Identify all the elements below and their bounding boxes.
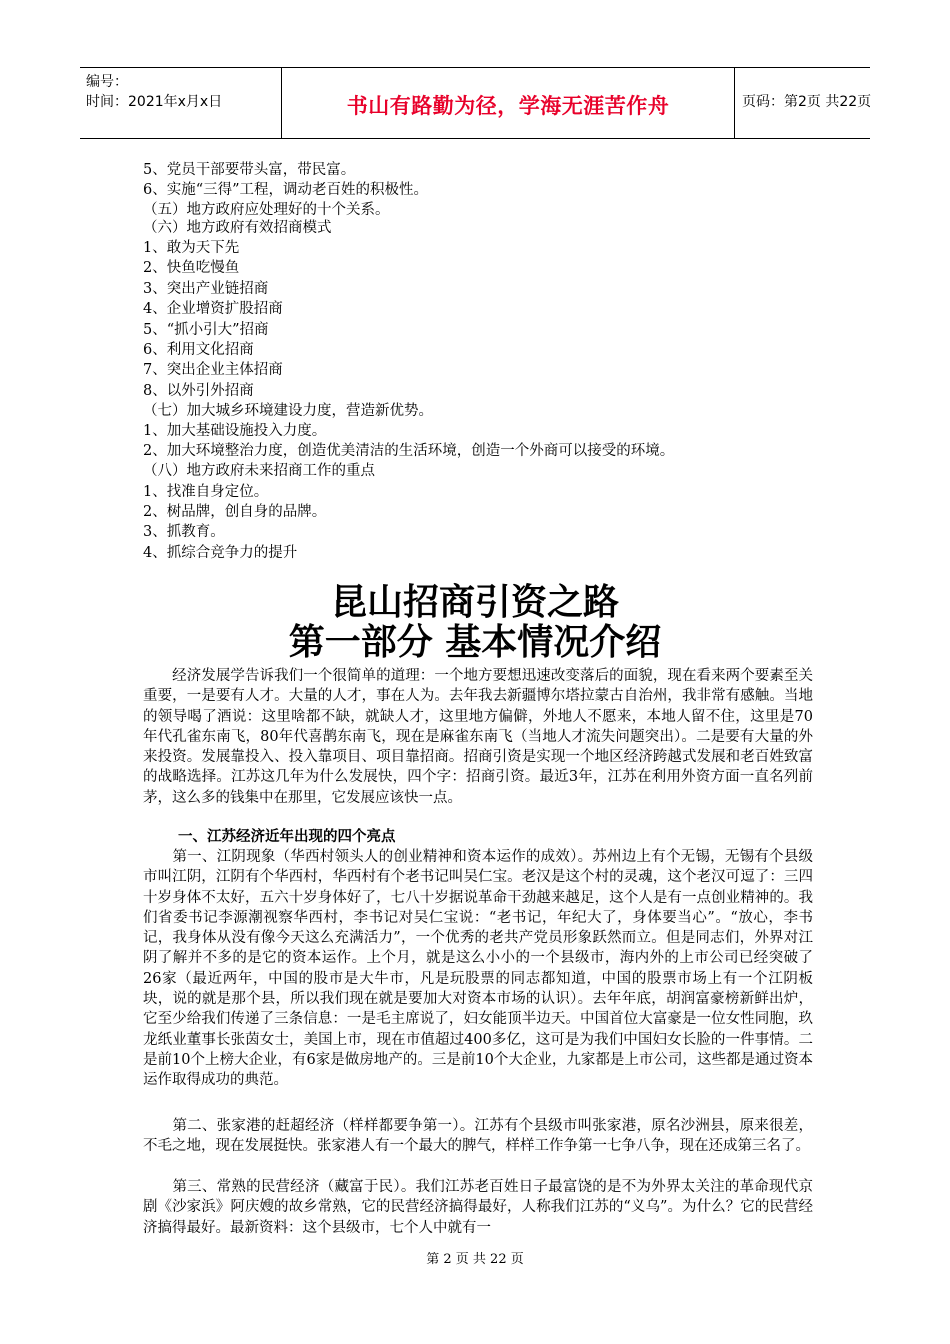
list-item: 2、树品牌，创自身的品牌。 — [143, 504, 327, 520]
list-item: 6、利用文化招商 — [143, 342, 254, 358]
paragraph-changshu: 第三、常熟的民营经济（藏富于民）。我们江苏老百姓日子最富饶的是不为外界太关注的革命现代京剧《沙家浜》阿庆嫂的故乡常熟，它的民营经济搞得最好，人称我们江苏的“义乌”。为什么？它的民营经济搞得最好。最新资料：这个县级市，七个人中就有一 — [143, 1179, 813, 1236]
list-item: 3、突出产业链招商 — [143, 281, 269, 297]
motto-text: 书山有路勤为径，学海无涯苦作舟 — [346, 94, 670, 118]
list-item: 3、抓教育。 — [143, 524, 225, 540]
list-item: 7、突出企业主体招商 — [143, 362, 283, 378]
list-item: 4、抓综合竞争力的提升 — [143, 545, 298, 561]
intro-paragraph: 经济发展学告诉我们一个很简单的道理：一个地方要想迅速改变落后的面貌，现在看来两个要素至关重要，一是要有人才。大量的人才，事在人为。去年我去新疆博尔塔拉蒙古自治州，我非常有感触。当地的领导喝了酒说：这里啥都不缺，就缺人才，这里地方偏僻，外地人不愿来，本地人留不住，这里是70年代孔雀东南飞，80年代喜鹊东南飞，现在是麻雀东南飞（当地人才流失问题突出）。二是要有大量的外来投资。发展靠投入、投入靠项目、项目靠招商。招商引资是实现一个地区经济跨越式发展和老百姓致富的战略选择。江苏这几年为什么发展快，四个字：招商引资。最近3年，江苏在利用外资方面一直名列前茅，这么多的钱集中在那里，它发展应该快一点。 — [143, 668, 813, 806]
list-item: （六）地方政府有效招商模式 — [143, 220, 332, 236]
list-item: 5、“抓小引大”招商 — [143, 322, 269, 338]
list-item: 2、加大环境整治力度，创造优美清洁的生活环境，创造一个外商可以接受的环境。 — [143, 443, 675, 459]
list-item: 4、企业增资扩股招商 — [143, 301, 283, 317]
paragraph-zhangjiagang: 第二、张家港的赶超经济（样样都要争第一）。江苏有个县级市叫张家港，原名沙洲县，原来很差，不毛之地，现在发展挺快。张家港人有一个最大的脾气，样样工作争第一七争八争，现在还成第三名了。 — [143, 1118, 813, 1155]
document-title: 昆山招商引资之路 — [330, 581, 619, 623]
list-item: 8、以外引外招商 — [143, 383, 254, 399]
header-motto-cell — [281, 68, 735, 138]
date-label: 时间：2021年x月x日 — [86, 94, 223, 110]
page-number-label: 页码：第2页 共22页 — [742, 94, 872, 110]
section-heading: 一、江苏经济近年出现的四个亮点 — [178, 829, 396, 845]
list-item: 2、快鱼吃慢鱼 — [143, 260, 240, 276]
list-item: （七）加大城乡环境建设力度，营造新优势。 — [143, 403, 433, 419]
list-item: 1、加大基础设施投入力度。 — [143, 423, 327, 439]
list-item: 1、找准自身定位。 — [143, 484, 269, 500]
page-header — [80, 67, 870, 139]
header-info-cell — [80, 68, 280, 138]
list-item: 1、敢为天下先 — [143, 240, 240, 256]
list-item: 5、党员干部要带头富，带民富。 — [143, 162, 356, 178]
header-page-cell — [734, 68, 870, 138]
paragraph-jiangyin: 第一、江阴现象（华西村领头人的创业精神和资本运作的成效）。苏州边上有个无锡，无锡有个县级市叫江阴，江阴有个华西村，华西村有个老书记叫吴仁宝。老汉是这个村的灵魂，这个老汉可逗了：三四十岁身体不太好，五六十岁身体好了，七八十岁据说革命干劲越来越足，这个人是有一点创业精神的。我们省委书记李源潮视察华西村，李书记对吴仁宝说：“老书记，年纪大了，身体要当心”。“放心，李书记，我身体从没有像今天这么充满活力”，一个优秀的老共产党员形象跃然而立。但是同志们，外界对江阴了解并不多的是它的资本运作。上个月，就是这么小小的一个县级市，海内外的上市公司已经突破了26家（最近两年，中国的股市是大牛市，凡是玩股票的同志都知道，中国的股票市场上有一个江阴板块，说的就是那个县，所以我们现在就是要加大对资本市场的认识）。去年年底，胡润富豪榜新鲜出炉，它至少给我们传递了三条信息：一是毛主席说了，妇女能顶半边天。中国首位大富豪是一位女性同胞，玖龙纸业董事长张茵女士，美国上市，现在市值超过400多亿，这可是为我们中国妇女长脸的一件事情。二是前10个上榜大企业，有6家是做房地产的。三是前10个大企业，九家都是上市公司，这些都是通过资本运作取得成功的典范。 — [143, 849, 813, 1089]
page-footer: 第 2 页 共 22 页 — [426, 1252, 524, 1267]
list-item: （五）地方政府应处理好的十个关系。 — [143, 202, 390, 218]
number-label: 编号： — [86, 74, 128, 90]
section-title: 第一部分 基本情况介绍 — [288, 621, 662, 663]
list-item: （八）地方政府未来招商工作的重点 — [143, 463, 375, 479]
list-item: 6、实施“三得”工程，调动老百姓的积极性。 — [143, 182, 429, 198]
